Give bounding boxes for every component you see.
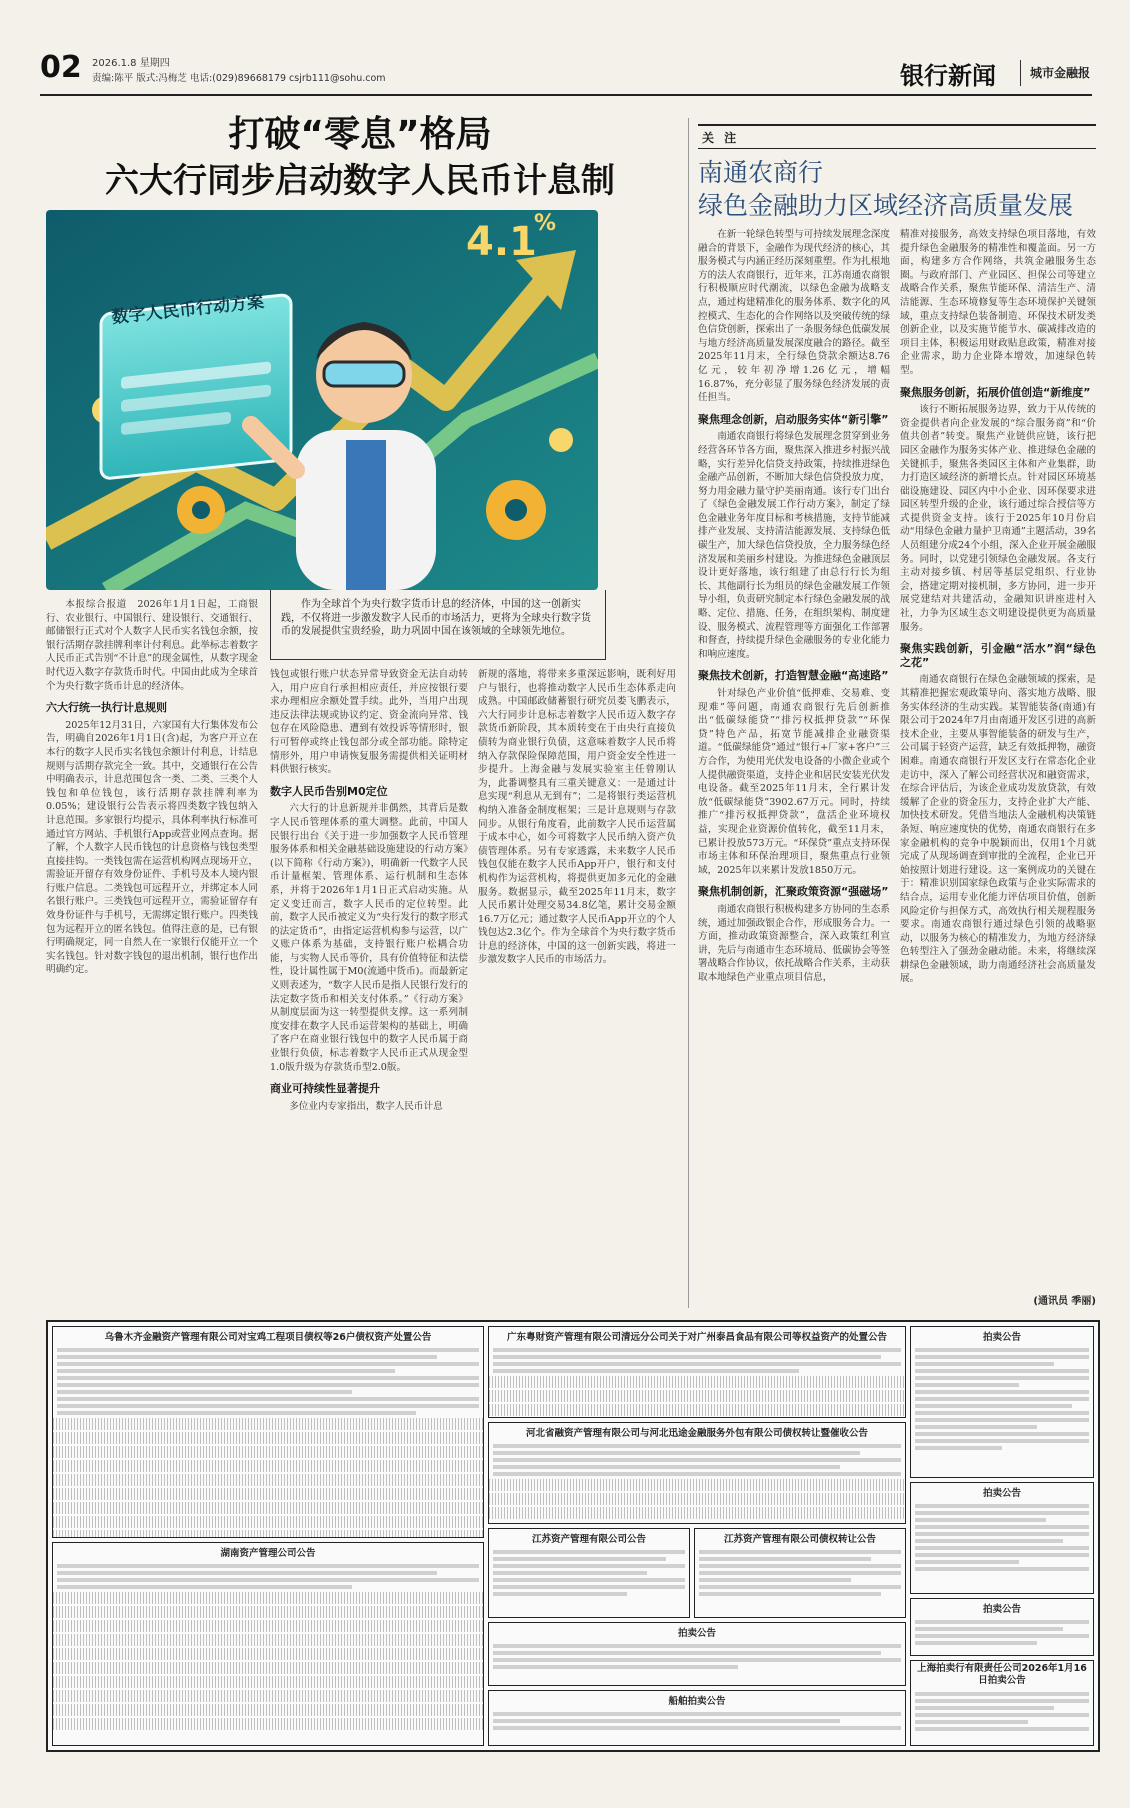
lead-subhead-3: 商业可持续性显著提升	[270, 1082, 380, 1096]
lead-col3-text: 新规的落地，将带来多重深远影响，既利好用户与银行，也将推动数字人民币生态体系走向成熟。中国邮政储蓄银行研究员娄飞鹏表示，六大行同步计息标志着数字人民币迈入数字存款货币新阶段，其本质转变在于由央行直接负债转为商业银行负债，这意味着数字人民币将纳入存款保险保障范围，用户资金安全性进一步提升。上海金融与发展实验室主任曾刚认为，此番调整具有三重关键意义：一是通过计息实现“利息从无到有”；二是将银行类运营机构纳入准备金制度框架；三是计息规则与存款同步。从银行角度看，此前数字人民币运营属于成本中心，如今可将数字人民币纳入资产负债管理体系。另有专家透露，未来数字人民币钱包仅能在数字人民币App开户，银行和支付机构作为运营机构，将提供更加多元化的金融服务。数据显示，截至2025年11月末，数字人民币累计处理交易34.8亿笔，累计交易金额16.7万亿元；通过数字人民币App开立的个人钱包达2.3亿个。作为全球首个为央行数字货币计息的经济体，中国的这一创新实践，将进一步激发数字人民币的市场活力。	[478, 669, 676, 966]
illustration-svg	[46, 210, 598, 590]
ad-title-11: 拍卖公告	[677, 1628, 716, 1639]
ad-title-10: 湖南资产管理公司公告	[220, 1548, 316, 1559]
feature-subhead-3: 聚焦机制创新，汇聚政策资源“强磁场”	[698, 885, 889, 899]
ad-block-5	[910, 1482, 1094, 1594]
ad-block-8	[488, 1528, 690, 1618]
lead-column-2	[270, 668, 468, 1304]
ad-title-4: 河北省融资产管理有限公司与河北迅途金融服务外包有限公司债权转让暨催收公告	[525, 1428, 868, 1439]
subsection-title: 城市金融报	[1030, 66, 1091, 80]
feature-subhead-4: 聚焦服务创新，拓展价值创造“新维度”	[900, 385, 1091, 399]
feature-col1-text2: 南通农商银行将绿色发展理念贯穿到业务经营各环节各方面，聚焦深入推进乡村振兴战略，实行差异化信贷支持政策，持续推进绿色金融产品创新，不断加大绿色信贷投放力度，努力用金融力量守护美丽南通。该行专门出台了《绿色金融发展工作行动方案》，制定了绿色金融业务年度目标和考核措施，支持节能减排产业发展、支持清洁能源发展、支持绿色低碳生产，加大绿色信贷投放，全力服务绿色经济发展和美丽乡村建设。为推进绿色金融顶层设计更好落地，该行组建了由总行行长为组长、其他副行长为组员的绿色金融发展工作领导小组，负责研究制定本行绿色金融发展的战略、定位、措施、任务，在组织架构、制度建设、服务模式、流程管理等方面强化工作部署和督查，持续提升绿色金融服务的专业化能力和响应速度。	[698, 431, 890, 660]
issue-date: 2026.1.8 星期四	[92, 58, 170, 69]
ad-title-12: 船舶拍卖公告	[668, 1696, 726, 1707]
lead-subhead-2: 数字人民币告别M0定位	[270, 784, 388, 798]
feature-col2-text3: 南通农商银行在绿色金融领域的探索，是其精准把握宏观政策导向、落实地方战略、服务实体经济的生动实践。某智能装备(南通)有限公司于2024年7月由南通开发区引进的高新技术企业，主要从事智能装备的研发与生产，公司属于轻资产运营，缺乏有效抵押物，融资困难。南通农商银行开发区支行在常态化企业走访中，深入了解公司经营状况和融资需求，在综合评估后，为该企业成功发放贷款，有效缓解了企业的资金压力，支持企业扩大产能、加快技术研发。凭借当地法人金融机构决策链条短、响应速度快的优势，南通农商银行在多家金融机构的竞争中脱颖而出，仅用1个月就完成了从现场调查到审批的全流程，企业已开始按照计划进行建设。这一案例成功的关键在于：精准识别国家绿色政策与企业实际需求的结合点，运用专业化能力评估项目价值，创新风险定价与担保方式，高效执行相关规程服务要求。南通农商银行通过绿色引领的战略驱动，以服务为核心的精准发力，为地方经济绿色转型注入了强劲金融动能。未来，将继续深耕绿色金融领域，助力南通经济社会高质量发展。	[900, 674, 1096, 985]
feature-col2-text: 精准对接服务，高效支持绿色项目落地，有效提升绿色金融服务的精准性和覆盖面。另一方面，构建多方合作网络，共筑金融服务生态圈。与政府部门、产业园区、担保公司等建立战略合作关系，聚焦节能环保、清洁生产、清洁能源、生态环境修复等生态环境保护关键领域，重点支持绿色装备制造、环保技术研发类创新企业，以及实施节能节水、碳减排改造的项目主体，积极运用财政贴息政策，精准对接企业需求，助力企业降本增效，加速绿色转型。	[900, 229, 1096, 376]
ad-block-9	[694, 1528, 906, 1618]
lead-subhead-1: 六大行统一执行计息规则	[46, 701, 167, 715]
column-divider	[688, 118, 689, 1308]
ad-title-1: 乌鲁木齐金融资产管理有限公司对宝鸡工程项目债权等26户债权资产处置公告	[104, 1332, 432, 1343]
ad-block-6	[910, 1598, 1094, 1656]
gear-icon-1	[177, 486, 225, 534]
ad-title-8: 江苏资产管理有限公司公告	[531, 1534, 646, 1545]
feature-col1-text3: 针对绿色产业价值“低押难、交易难、变现难”等问题，南通农商银行先后创新推出“低碳绿能贷”“排污权抵押贷款”“环保贷”特色产品，拓宽节能减排企业融资渠道。“低碳绿能贷”通过“银行+厂家+客户”三方合作，为使用光伏发电设备的小微企业或个人提供融资渠道，支持企业和居民安装光伏发电设备。截至2025年11月末，全行累计发放“低碳绿能贷”3902.67万元。同时，持续推广“排污权抵押贷款”，盘活企业环境权益，实现企业资源价值转化，截至11月末，已累计投放573万元。“环保贷”重点支持环保市场主体和环保治理项目，聚焦重点行业领域，2025年以来累计发放1850万元。	[698, 688, 890, 876]
ad-title-2: 广东粤财资产管理有限公司清远分公司关于对广州泰昌食品有限公司等权益资产的处置公告	[506, 1332, 887, 1343]
ad-title-7: 上海拍卖行有限责任公司2026年1月16日拍卖公告	[917, 1663, 1087, 1686]
staff-line: 责编:陈平 版式:冯梅芝 电话:(029)89668179 csjrb111@sohu.com	[92, 73, 386, 84]
lead-column-3	[478, 668, 676, 1304]
svg-text:%: %	[534, 211, 557, 236]
lead-col1-text: 2025年12月31日，六家国有大行集体发布公告，明确自2026年1月1日(含)起，为客户开立在本行的数字人民币实名钱包余额计付利息，计结息规则与活期存款完全一致。其中，交通银行在公告中明确表示，计息范围包含一类、二类、三类个人钱包和单位钱包，该行活期存款挂牌利率为0.05%；建设银行公告表示将四类数字钱包纳入计息范围。多家银行均提示，具体利率执行标准可通过官方网站、手机银行App或营业网点查询。据了解，个人数字人民币钱包的计息资格与钱包类型直接挂钩。一类钱包需在运营机构网点现场开立，需验证开留存有效身份证件、手机号及本人境内银行账户信息。二类钱包可远程开立，并绑定本人同名银行账户。三类钱包可远程开立，需验证留存有效身份证件与手机号，无需绑定银行账户。四类钱包为远程开立的匿名钱包。值得注意的是，已有银行明确规定，同一自然人在一家银行仅能开立一个实名钱包。针对数字钱包的退出机制，银行也作出明确约定。	[46, 719, 258, 976]
feature-col1-text4: 南通农商银行积极构建多方协同的生态系统，通过加强政银企合作，形成服务合力。一方面，推动政策资源整合，深入政策红利宣讲，先后与南通市生态环境局、低碳协会等签署战略合作协议，依托战略合作关系，主动获取本地绿色产业重点项目信息，	[698, 903, 890, 983]
gear-icon-2	[486, 480, 546, 540]
lead-col2-text2: 六大行的计息新规并非偶然，其背后是数字人民币管理体系的重大调整。此前，中国人民银行出台《关于进一步加强数字人民币管理服务体系和相关金融基础设施建设的行动方案》(以下简称《行动方案》)，明确新一代数字人民币计量框架、管理体系、运行机制和生态体系，并将于2026年1月1日正式启动实施。从定义变迁而言，数字人民币的定位转型。此前，数字人民币被定义为“央行发行的数字形式的法定货币”，由指定运营机构参与运营，以广义账户体系为基础，支持银行账户松耦合功能，与实物人民币等价，具有价值特征和法偿性，设计属性属于M0(流通中货币)。而最新定义则表述为，“数字人民币是指人民银行发行的法定数字货币和相关支付体系。”《行动方案》从制度层面为这一转型提供支撑。这一系列制度安排在数字人民币运营架构的基础上，明确了客户在商业银行钱包中的数字人民币属于商业银行负债，标志着数字人民币正式从现金型1.0版升级为存款货币型2.0版。	[270, 803, 468, 1073]
feature-title	[698, 156, 1096, 222]
ad-block-7	[910, 1660, 1094, 1746]
feature-byline: (通讯员 季丽)	[1033, 1296, 1096, 1307]
ad-block-2	[488, 1326, 906, 1418]
ad-block-1	[52, 1326, 484, 1538]
ads-section	[46, 1320, 1100, 1752]
feature-title-line1: 南通农商行	[698, 158, 824, 187]
lead-col2-text3: 多位业内专家指出，数字人民币计息	[289, 1100, 443, 1112]
feature-tag: 关 注	[702, 131, 740, 145]
lead-intro: 本报综合报道 2026年1月1日起，工商银行、农业银行、中国银行、建设银行、交通银行、邮储银行正式对个人数字人民币实名钱包余额，按银行活期存款挂牌利率计付利息。此举标志着数字人民币正式告别“不计息”的现金属性，从数字现金时代迈入数字存款货币时代。中国由此成为全球首个为央行数字货币计息的经济体。	[46, 599, 258, 692]
ad-block-3	[910, 1326, 1094, 1478]
ad-block-11	[488, 1622, 906, 1686]
lead-illustration	[46, 210, 598, 590]
feature-column-2	[900, 228, 1096, 1290]
ad-title-6: 拍卖公告	[982, 1604, 1021, 1615]
lead-title-line2: 六大行同步启动数字人民币计息制	[105, 161, 615, 201]
ad-title-9: 江苏资产管理有限公司债权转让公告	[723, 1534, 876, 1545]
lead-pullquote	[270, 590, 606, 660]
feature-column-1	[698, 228, 890, 1308]
feature-title-line2: 绿色金融助力区域经济高质量发展	[698, 191, 1074, 220]
feature-subhead-5: 聚焦实践创新，引金融“活水”润“绿色之花”	[900, 642, 1096, 669]
ad-title-5: 拍卖公告	[982, 1488, 1021, 1499]
ad-title-3: 拍卖公告	[982, 1332, 1021, 1343]
lead-headline	[40, 112, 680, 204]
feature-col2-text2: 该行不断拓展服务边界，致力于从传统的资金提供者向企业发展的“综合服务商”和“价值共创者”转变。聚焦产业链供应链，该行把园区金融作为服务实体产业、推进绿色金融的关键抓手，聚焦各类园区主体和产业集群，助力打造区域经济的新增长点。针对园区环境基础设施建设、园区内中小企业、因环保要求进园区转型升级的企业，该行通过综合授信等方式提供资金支持。该行于2025年10月份启动“用绿色金融力量护卫南通”主题活动，39名人员组建分成24个小组，深入企业开展金融服务。同时，以党建引领绿色金融发展。各支行主动对接乡镇、村居等基层党组织、行业协会，搭建定期对接机制，多方协同，进一步开展党建结对共建活动，金融知识讲座进村入社，力争为区域生态文明建设提供更为高质量服务。	[900, 404, 1096, 633]
section-divider	[1020, 60, 1021, 86]
ad-block-10	[52, 1542, 484, 1746]
svg-text:4.1: 4.1	[466, 219, 537, 265]
lead-title-line1: 打破“零息”格局	[228, 114, 492, 155]
pullquote-text: 作为全球首个为央行数字货币计息的经济体，中国的这一创新实践，不仅将进一步激发数字人民币的市场活力，更将为全球央行数字货币的发展提供宝贵经验，助力巩固中国在该领域的全球领先地位。	[281, 599, 591, 637]
section-title: 银行新闻	[900, 62, 996, 90]
illustration-screen-label: 数字人民币行动方案	[110, 292, 265, 328]
page-number: 02	[40, 50, 82, 85]
lead-col2-text: 钱包或银行账户状态异常导致资金无法自动转入，用户应自行承担相应责任，并应按银行要求办理相应余额处置手续。此外，当用户出现违反法律法规或协议约定、资金流向异常、钱包存在风险隐患、遭到有效投诉等情形时，银行可暂停或终止钱包部分或全部功能。除特定情形外，用户申请恢复服务需提供相关证明材料供银行核实。	[270, 669, 468, 776]
feature-subhead-2: 聚焦技术创新，打造智慧金融“高速路”	[698, 669, 889, 683]
ad-block-4	[488, 1422, 906, 1524]
feature-tag-bar	[698, 124, 1096, 149]
ad-block-12	[488, 1690, 906, 1746]
feature-subhead-1: 聚焦理念创新，启动服务实体“新引擎”	[698, 412, 889, 426]
feature-intro: 在新一轮绿色转型与可持续发展理念深度融合的背景下，金融作为现代经济的核心，其服务模式与内涵正经历深刻重塑。作为扎根地方的法人农商银行，近年来，江苏南通农商银行积极顺应时代潮流，以绿色金融为战略支点，通过构建精准化的服务体系、数字化的风控模式、生态化的合作网络以及突破传统的绿色信贷创新，探索出了一条服务绿色低碳发展与地方经济高质量发展深度融合的路径。截至2025年11月末，全行绿色贷款余额达8.76亿元，较年初净增1.26亿元，增幅16.87%，充分彰显了服务绿色经济发展的责任担当。	[698, 229, 890, 404]
lead-column-1	[46, 598, 258, 1303]
page-header	[40, 50, 1092, 96]
